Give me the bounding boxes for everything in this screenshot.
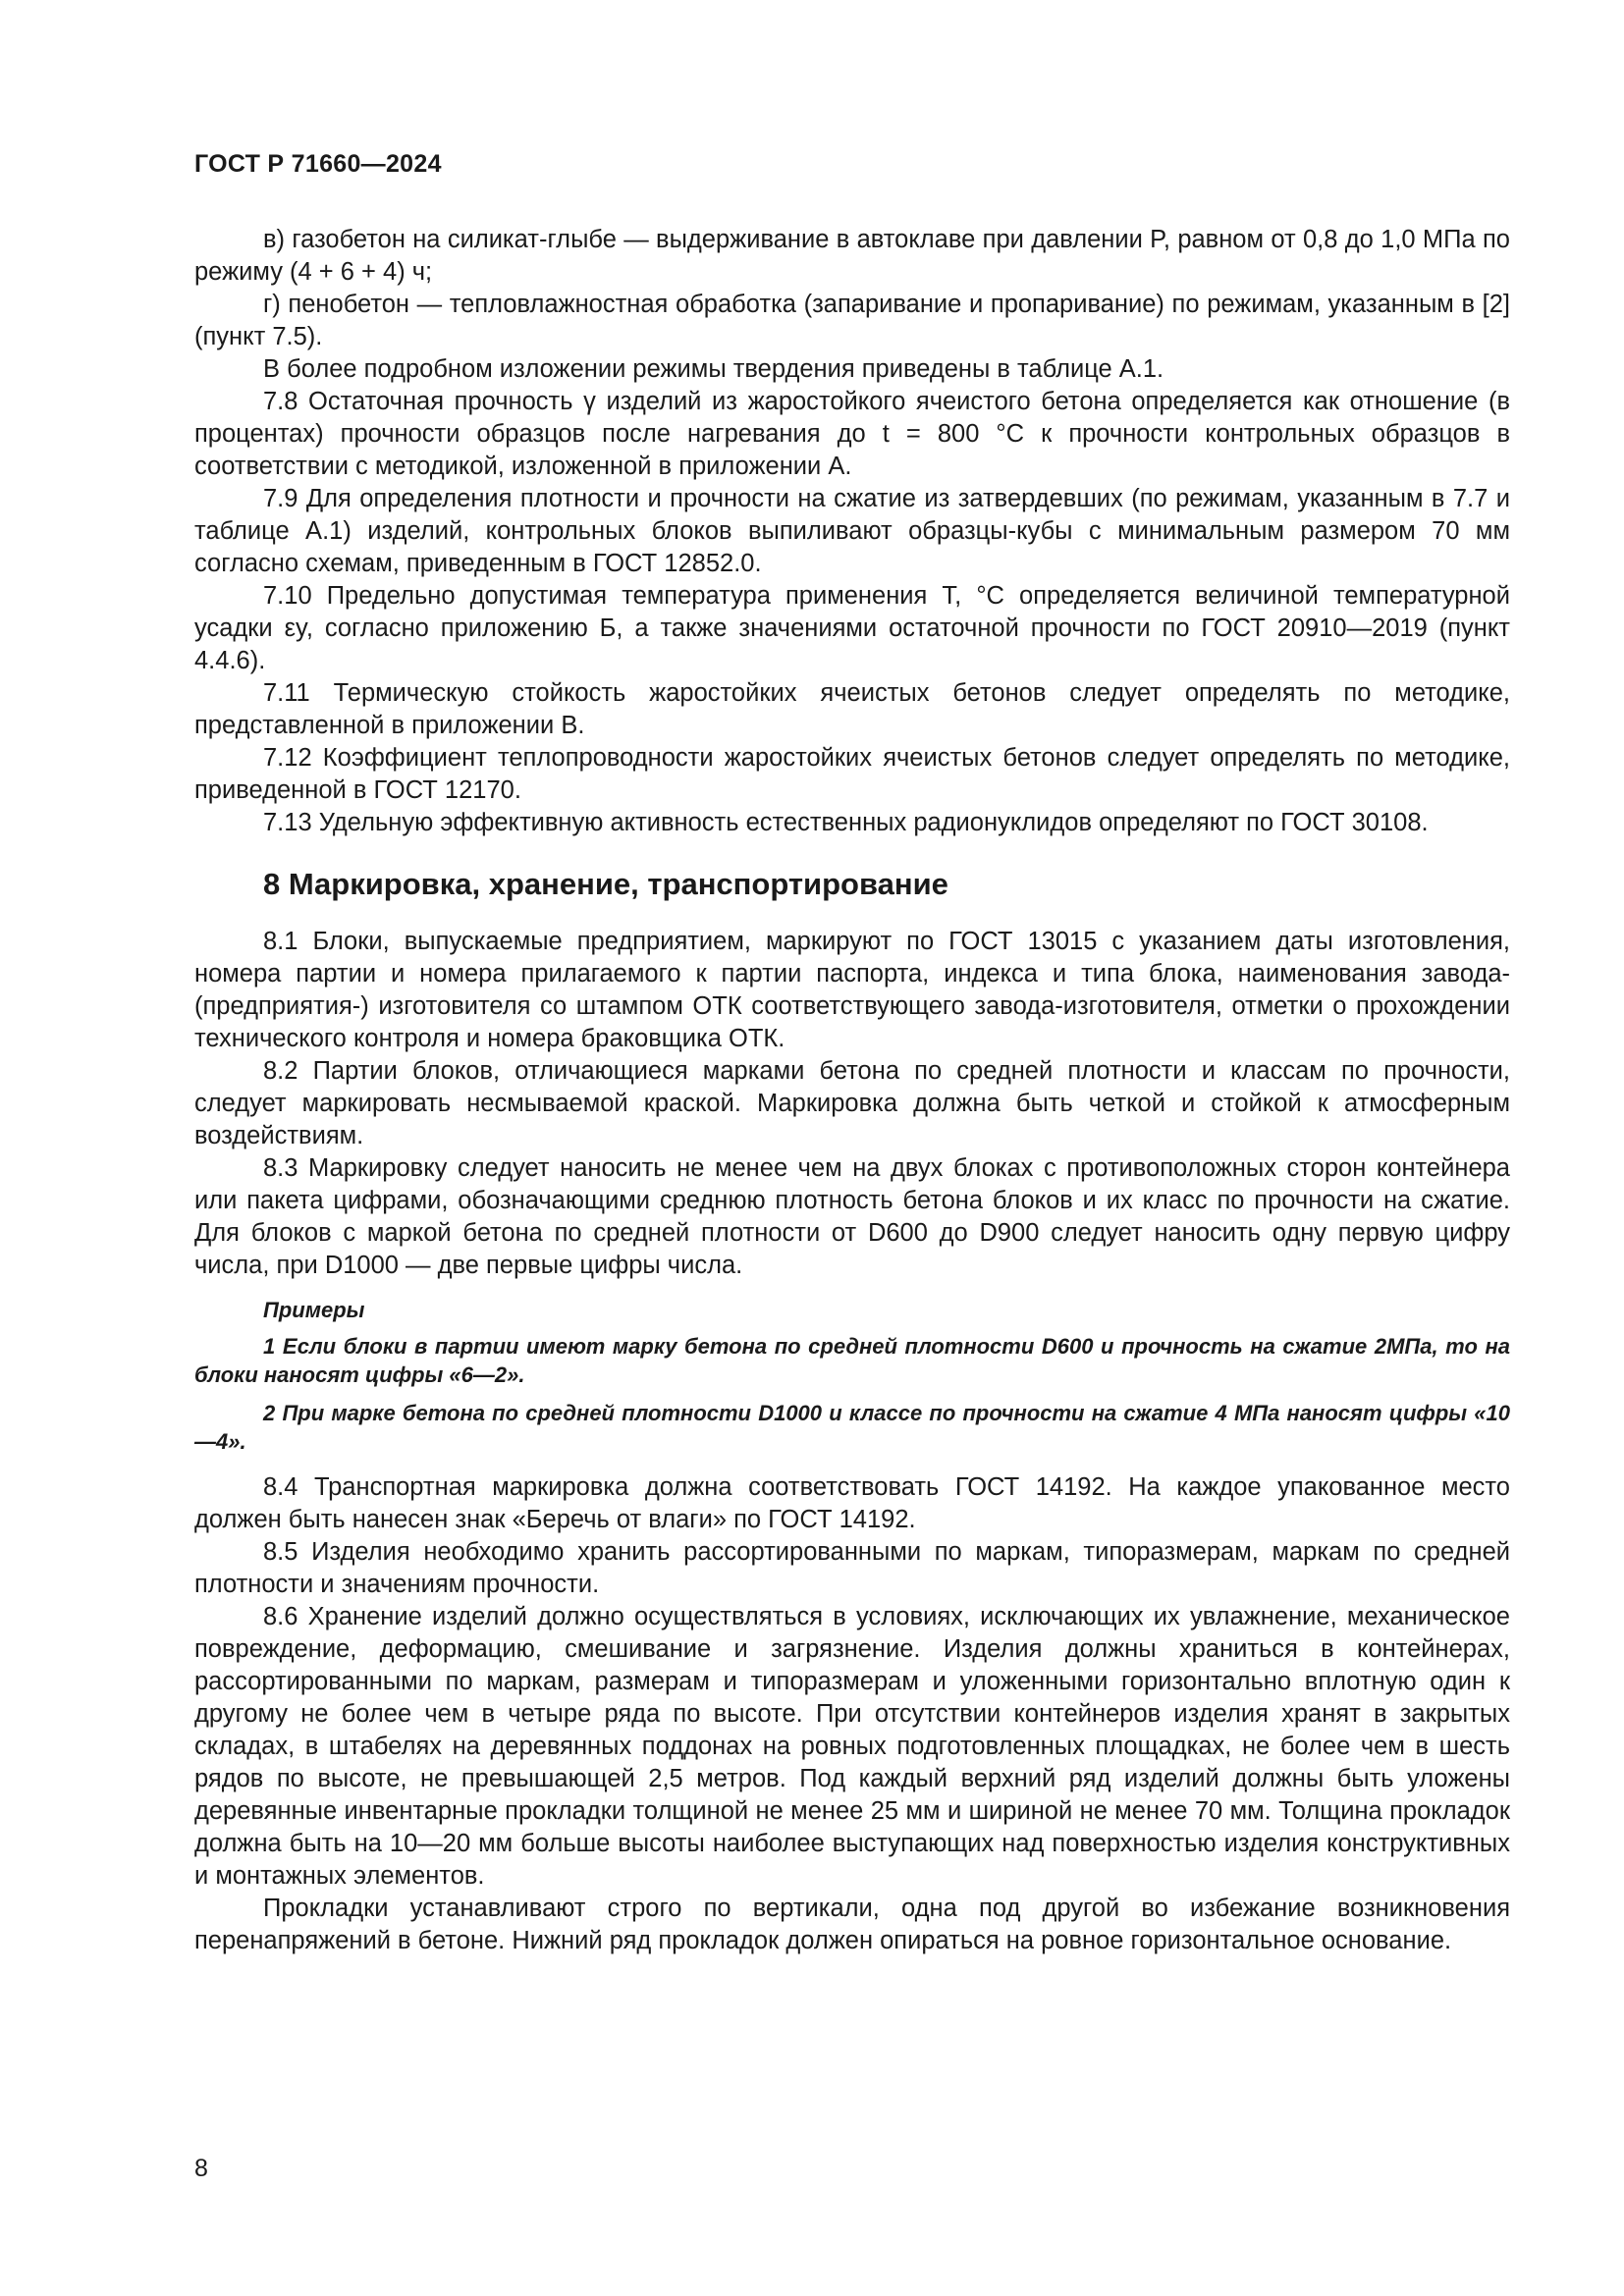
paragraph-7-8: 7.8 Остаточная прочность γ изделий из жаростойкого ячеистого бетона определяется как отношение (в процентах) прочности образцов после нагревания до t = 800 °С к прочности контрольных образцов в соответствии с методикой, изложенной в приложении А. [194,388,1510,480]
paragraph-7-9: 7.9 Для определения плотности и прочности на сжатие из затвердевших (по режимам, указанным в 7.7 и таблице А.1) изделий, контрольных блоков выпиливают образцы-кубы с минимальным размером 70 мм согласно схемам, приведенным в ГОСТ 12852.0. [194,485,1510,577]
paragraph-7-13: 7.13 Удельную эффективную активность естественных радионуклидов определяют по ГОСТ 30108. [263,809,1429,836]
paragraph-7-10: 7.10 Предельно допустимая температура применения T, °С определяется величиной температурной усадки εy, согласно приложению Б, а также значениями остаточной прочности по ГОСТ 20910—2019 (пункт 4.4.6). [194,582,1510,674]
paragraph-8-2: 8.2 Партии блоков, отличающиеся марками бетона по средней плотности и классам по прочности, следует маркировать несмываемой краской. Маркировка должна быть четкой и стойкой к атмосферным воздействиям. [194,1057,1510,1149]
paragraph-7-11: 7.11 Термическую стойкость жаростойких ячеистых бетонов следует определять по методике, представленной в приложении В. [194,679,1510,739]
example-item: 1 Если блоки в партии имеют марку бетона по средней плотности D600 и прочность на сжатие 2МПа, то на блоки наносят цифры «6—2». [194,1334,1510,1387]
paragraph-8-4: 8.4 Транспортная маркировка должна соответствовать ГОСТ 14192. На каждое упакованное место должен быть нанесен знак «Беречь от влаги» по ГОСТ 14192. [194,1473,1510,1533]
paragraph: Прокладки устанавливают строго по вертикали, одна под другой во избежание возникновения перенапряжений в бетоне. Нижний ряд прокладок должен опираться на ровное горизонтальное основание. [194,1895,1510,1954]
paragraph: г) пенобетон — тепловлажностная обработка (запаривание и пропаривание) по режимам, указанным в [2] (пункт 7.5). [194,291,1510,350]
paragraph-8-6: 8.6 Хранение изделий должно осуществляться в условиях, исключающих их увлажнение, механическое повреждение, деформацию, смешивание и загрязнение. Изделия должны храниться в контейнерах, рассортированными по маркам, размерам и типоразмерам и уложенными горизонтально вплотную один к другому не более чем в четыре ряда по высоте. При отсутствии контейнеров изделия хранят в закрытых складах, в штабелях на деревянных поддонах на ровных подготовленных площадках, не более чем в шесть рядов по высоте, не превышающей 2,5 метров. Под каждый верхний ряд изделий должны быть уложены деревянные инвентарные прокладки толщиной не менее 25 мм и шириной не менее 70 мм. Толщина прокладок должна быть на 10—20 мм больше высоты наиболее выступающих над поверхностью изделия конструктивных и монтажных элементов. [194,1603,1510,1890]
paragraph-8-5: 8.5 Изделия необходимо хранить рассортированными по маркам, типоразмерам, маркам по средней плотности и значениям прочности. [194,1538,1510,1598]
paragraph-8-1: 8.1 Блоки, выпускаемые предприятием, маркируют по ГОСТ 13015 с указанием даты изготовления, номера партии и номера прилагаемого к партии паспорта, индекса и типа блока, наименования завода- (предприятия-) изготовителя со штампом ОТК соответствующего завода-изготовителя, отметки о прохождении технического контроля и номера браковщика ОТК. [194,928,1510,1052]
paragraph-8-3: 8.3 Маркировку следует наносить не менее чем на двух блоках с противоположных сторон контейнера или пакета цифрами, обозначающими среднюю плотность бетона блоков и их класс по прочности на сжатие. Для блоков с маркой бетона по средней плотности от D600 до D900 следует наносить одну первую цифру числа, при D1000 — две первые цифры числа. [194,1154,1510,1279]
example-item: 2 При марке бетона по средней плотности D1000 и классе по прочности на сжатие 4 МПа наносят цифры «10—4». [194,1401,1510,1454]
paragraph: в) газобетон на силикат-глыбе — выдерживание в автоклаве при давлении P, равном от 0,8 до 1,0 МПа по режиму (4 + 6 + 4) ч; [194,226,1510,286]
document-header: ГОСТ Р 71660—2024 [194,150,442,178]
page-number: 8 [194,2155,208,2182]
paragraph-7-12: 7.12 Коэффициент теплопроводности жаростойких ячеистых бетонов следует определять по методике, приведенной в ГОСТ 12170. [194,744,1510,804]
examples-label: Примеры [263,1298,365,1322]
document-body [194,224,1510,1957]
section-title: 8 Маркировка, хранение, транспортирование [263,867,948,901]
paragraph: В более подробном изложении режимы твердения приведены в таблице А.1. [263,355,1164,383]
